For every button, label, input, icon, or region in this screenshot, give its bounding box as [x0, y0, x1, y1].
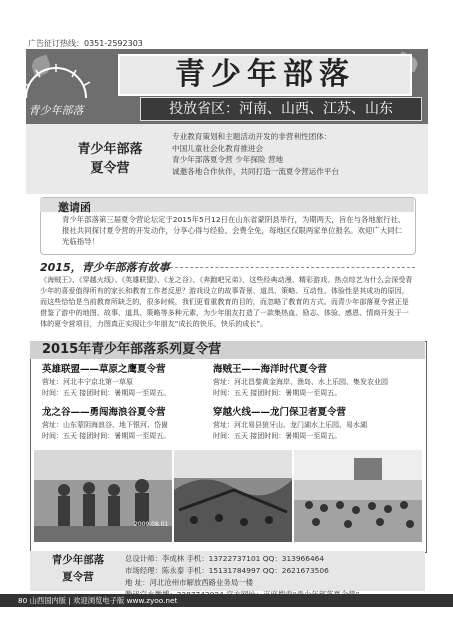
intro-line: 青少年部落夏令营 少年探险 营地 — [172, 155, 284, 164]
photo-date: 2009.08.01 — [134, 521, 169, 528]
intro-line: 诚邀各地合作伙伴，共同打造一流夏令营运作平台 — [172, 166, 340, 176]
camp-photo — [34, 450, 172, 542]
camp-time: 时间：五天 接团时间：暑期周一至周五。 — [42, 432, 171, 440]
camp-item — [213, 406, 425, 442]
intro-line: 专业教育策划和主题活动开发的非营利性团体： — [172, 132, 332, 141]
camp-name: 英雄联盟——草原之鹰夏令营 — [42, 364, 166, 375]
camp-photo — [294, 450, 422, 542]
camp-item — [42, 363, 232, 399]
stories-heading: 2015，青少年部落有故事 — [40, 261, 170, 274]
logo-text: 青少年部落 — [28, 104, 84, 117]
contact-line: 总设计师：李成林 手机：13722737101 QQ：313966464 — [125, 554, 325, 563]
camp-time: 时间：五天 接团时间：暑期周一至周五。 — [213, 389, 342, 397]
intro-line: 中国儿童社会化教育推进会 — [172, 143, 264, 153]
footer-brand — [34, 552, 122, 586]
camp-venue: 营址：河北丰宁京北第一草原 — [42, 378, 133, 386]
intro-text — [172, 131, 432, 177]
camp-time: 时间：五天 接团时间：暑期周一至周五。 — [42, 389, 171, 397]
brand-line: 夏令营 — [90, 161, 130, 176]
camp-venue: 营址：山东蒙阴海浪谷、地下银河、岱崮 — [42, 421, 168, 429]
page-title: 青少年部落 — [118, 54, 412, 96]
camp-name: 龙之谷——勇闯海浪谷夏令营 — [42, 407, 166, 418]
invitation-heading: 邀请函 — [58, 201, 91, 214]
stories-body: 《海贼王》、《穿越火线》、《英雄联盟》、《龙之谷》、《奔跑吧兄弟》，这些经典动漫、精彩游戏、热点综艺为什么会深受青少年的喜爱值得所有的家长和教育工作者反思？游戏设立的故事背景、道具、策略、互动性、体验性是其成功的原因，而这些恰恰是当前教育所缺乏的，很多时候，我们更看重教育的目的，而忽略了教育的方式。而青少年部落夏令营正是借鉴了游中的地图、故事、道具、策略等多种元素，为少年朋友打造了一款集热血、励志、体验、感恩、情商开发于一体的夏令营项目，力图真正实现让少年朋友“成长的快乐，快乐的成长”。 — [40, 275, 413, 328]
brand-line: 青少年部落 — [77, 142, 143, 157]
sun-logo-icon — [16, 62, 96, 122]
series-heading: 2015年青少年部落系列夏令营 — [30, 341, 425, 359]
region-label: 投放省区：河南、山西、江苏、山东 — [140, 97, 422, 121]
invitation-header-bar — [40, 198, 414, 212]
camp-name: 穿越火线——龙门保卫者夏令营 — [213, 407, 347, 418]
contact-line: 地 址：河北沧州市解放西路业务局一楼 — [125, 578, 253, 587]
camp-item — [213, 363, 425, 399]
camp-venue: 营址：河北昌黎黄金海岸、渔岛、水上乐园、集发农业园 — [213, 378, 388, 386]
page-footer-text: 80 山西国内版 | 欢迎浏览电子版 www.zyoo.net — [18, 596, 178, 605]
camp-name: 海贼王——海洋时代夏令营 — [213, 364, 328, 375]
camp-venue: 营址：河北易县狼牙山、龙门湖水上乐园、易水湖 — [213, 421, 367, 429]
camp-time: 时间：五天 接团时间：暑期周一至周五。 — [213, 432, 342, 440]
brand-line: 青少年部落 — [51, 554, 105, 566]
invitation-body: 青少年部落第三届夏令营论坛定于2015年5月12日在山东省蒙阴县举行，为期两天，旨在与各地旅行社、报社共同探讨夏令营的开发动作，分享心得与经验。会费全免，每地区仅限两家单位报名。欢迎广大同仁光临指导！ — [62, 215, 406, 246]
camp-item — [42, 406, 232, 442]
divider — [160, 267, 415, 268]
brand-line: 夏令营 — [62, 571, 94, 583]
intro-brand — [60, 140, 160, 178]
ad-hotline: 广告征订热线：0351-2592303 — [28, 39, 143, 48]
contact-line: 市场经理：陈永泰 手机：15131784997 QQ：2621673506 — [125, 566, 329, 575]
camp-photo — [174, 450, 292, 542]
